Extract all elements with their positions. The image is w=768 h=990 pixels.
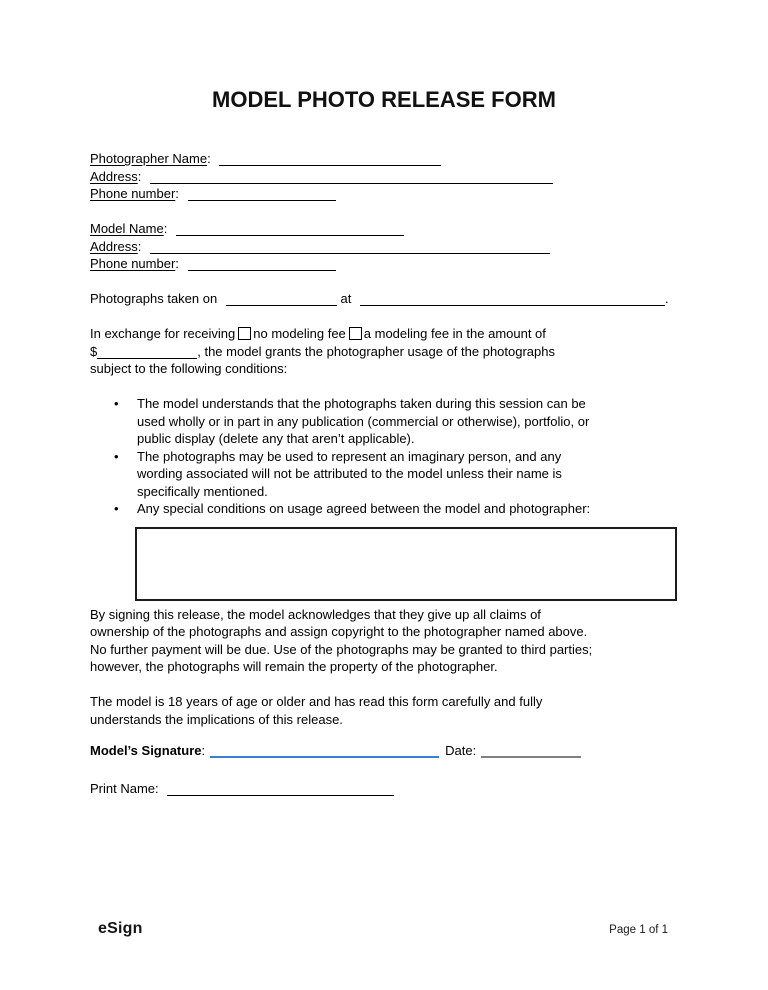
taken-at-location-blank[interactable] — [360, 292, 665, 306]
fee-clause-line2 — [90, 343, 682, 361]
bullet-icon: • — [114, 501, 119, 516]
special-conditions-box[interactable] — [135, 527, 677, 601]
fee-clause — [90, 325, 682, 378]
model-address-line — [90, 238, 682, 256]
photographer-name-line — [90, 150, 682, 168]
photographer-phone-blank[interactable] — [188, 187, 336, 201]
no-fee-checkbox[interactable] — [238, 327, 251, 340]
colon: : — [137, 238, 142, 254]
colon: : — [175, 186, 179, 201]
condition-3-line-1: Any special conditions on usage agreed between the model and photographer: — [137, 501, 591, 516]
photographer-section — [90, 150, 682, 203]
bullet-icon: • — [114, 448, 119, 464]
model-phone-line — [90, 255, 682, 273]
page-footer — [98, 916, 668, 938]
model-phone-blank[interactable] — [188, 257, 336, 271]
taken-on-date-blank[interactable] — [226, 292, 337, 306]
colon: : — [201, 743, 206, 758]
page-title: MODEL PHOTO RELEASE FORM — [212, 87, 556, 112]
photographer-name-label: Photographer Name — [90, 151, 208, 166]
fee-amount-checkbox[interactable] — [349, 327, 362, 340]
signature-label: Model’s Signature — [90, 743, 202, 758]
print-name-blank[interactable] — [167, 782, 394, 796]
fee-pre-text: In exchange for receiving — [90, 326, 236, 341]
condition-item-2 — [90, 448, 682, 501]
photographer-name-blank[interactable] — [219, 152, 441, 166]
colon: : — [472, 743, 477, 758]
model-name-line — [90, 220, 682, 238]
release-line-1: By signing this release, the model acknowledges that they give up all claims of — [90, 606, 541, 622]
date-blank[interactable] — [481, 743, 581, 758]
condition-item-3 — [90, 500, 682, 518]
fee-clause-continuation: , the model grants the photographer usage of the photographs — [197, 343, 555, 359]
document-body — [90, 150, 682, 797]
condition-1-line-3: public display (delete any that aren’t applicable). — [137, 431, 415, 446]
age-line-2: understands the implications of this release. — [90, 711, 343, 727]
date-label: Date — [445, 743, 473, 758]
photographer-address-line — [90, 168, 682, 186]
colon: : — [137, 168, 142, 184]
release-line-4: however, the photographs will remain the property of the photographer. — [90, 659, 498, 674]
photographer-phone-label: Phone number — [90, 186, 176, 201]
colon: : — [155, 780, 159, 796]
photos-taken-mid: at — [340, 291, 352, 306]
photographer-address-blank[interactable] — [150, 170, 553, 184]
condition-1-line-2: used wholly or in part in any publication (commercial or otherwise), portfolio, or — [137, 413, 590, 429]
print-name-row — [90, 780, 682, 798]
release-paragraph — [90, 606, 682, 676]
fee-amount-blank[interactable] — [97, 345, 197, 359]
conditions-list — [90, 395, 682, 518]
condition-2-text — [137, 448, 682, 501]
photographer-address-label: Address — [90, 168, 138, 184]
esign-logo: eSign — [98, 920, 143, 937]
signature-row — [90, 742, 682, 760]
condition-1-line-1: The model understands that the photographs taken during this session can be — [137, 396, 586, 411]
condition-1-text — [137, 395, 682, 448]
condition-2-line-1: The photographs may be used to represent an imaginary person, and any — [137, 448, 562, 464]
model-name-blank[interactable] — [176, 222, 404, 236]
dollar-sign: $ — [90, 343, 98, 359]
no-fee-option-label: no modeling fee — [253, 326, 346, 341]
model-phone-label: Phone number — [90, 256, 176, 271]
release-line-3: No further payment will be due. Use of the photographs may be granted to third parties; — [90, 641, 593, 657]
fee-clause-line3 — [90, 360, 682, 378]
photos-taken-line — [90, 290, 682, 308]
age-paragraph — [90, 693, 682, 728]
condition-2-line-3: specifically mentioned. — [137, 483, 268, 499]
fee-option-label: a modeling fee in the amount of — [363, 326, 546, 341]
condition-2-line-2: wording associated will not be attributed to the model unless their name is — [137, 466, 562, 481]
model-address-blank[interactable] — [150, 240, 550, 254]
page-indicator: Page 1 of 1 — [609, 924, 668, 936]
colon: : — [175, 256, 179, 271]
photos-taken-pre: Photographs taken on — [90, 291, 218, 306]
fee-clause-conditions-intro: subject to the following conditions: — [90, 361, 288, 376]
signature-blank[interactable] — [210, 743, 439, 758]
period: . — [664, 291, 669, 306]
model-address-label: Address — [90, 238, 138, 254]
bullet-icon: • — [114, 396, 119, 411]
condition-3-text — [137, 500, 682, 518]
model-section — [90, 220, 682, 273]
colon: : — [207, 151, 211, 166]
condition-item-1 — [90, 395, 682, 448]
fee-clause-line1 — [90, 325, 682, 343]
photographer-phone-line — [90, 185, 682, 203]
print-name-label: Print Name — [90, 780, 156, 796]
colon: : — [163, 221, 168, 236]
model-name-label: Model Name — [90, 221, 164, 236]
age-line-1: The model is 18 years of age or older and has read this form carefully and fully — [90, 694, 543, 709]
release-line-2: ownership of the photographs and assign copyright to the photographer named above. — [90, 624, 588, 639]
